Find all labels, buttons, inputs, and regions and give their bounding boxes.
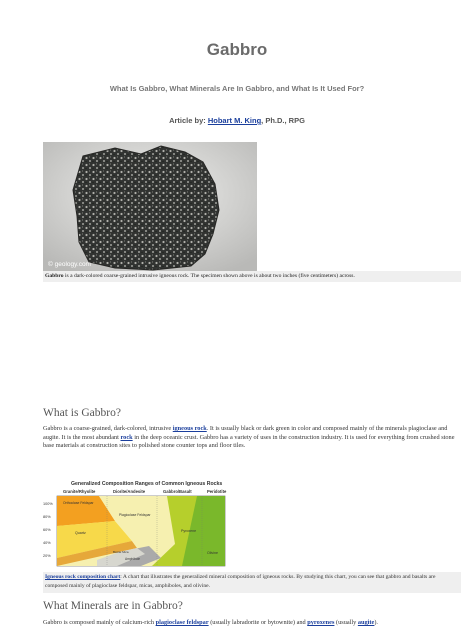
photo-caption: [43, 271, 461, 282]
augite-link[interactable]: augite: [357, 619, 375, 626]
author-link[interactable]: Hobart M. King: [207, 116, 262, 125]
para-text: in the deep oceanic crust. Gabbro has a variety of uses in the construction industry. It is used for everything from crushed stone base materials at construction sites to polished stone counter tops and floor tiles.: [43, 433, 455, 450]
caption-bold: Gabbro: [45, 273, 64, 279]
para-text: Gabbro is a coarse-grained, dark-colored, intrusive: [43, 425, 173, 432]
section-heading-what-is-gabbro: What is Gabbro?: [43, 407, 121, 419]
section2-paragraph: [43, 619, 458, 628]
para-text: (usually: [334, 619, 358, 626]
plagioclase-feldspar-link[interactable]: plagioclase feldspar: [155, 619, 209, 626]
byline: [0, 116, 474, 125]
mineral-label: Olivine: [207, 551, 218, 555]
para-text: (usually labradorite or bytownite) and: [208, 619, 308, 626]
chart-column-label: Granite/Rhyolite: [63, 489, 96, 494]
rock-link[interactable]: rock: [120, 433, 133, 441]
y-tick: 40%: [43, 541, 51, 545]
chart-caption-text: : A chart that illustrates the generalized mineral composition of igneous rocks. By studying this chart, you can see that gabbro and basalts are composed mainly of plagioclase feldspar, micas, amphiboles, and olivine.: [45, 574, 436, 589]
y-tick: 80%: [43, 515, 51, 519]
mineral-label: Biotite Mica: [113, 550, 129, 554]
gabbro-photo: [43, 142, 257, 272]
y-tick: 20%: [43, 554, 51, 558]
mineral-label: Amphibole: [125, 557, 141, 561]
page-title: Gabbro: [206, 40, 268, 59]
chart-caption: [43, 572, 461, 593]
composition-chart-link[interactable]: Igneous rock composition chart: [45, 574, 121, 580]
igneous-composition-chart: [43, 478, 303, 570]
mineral-label: Orthoclase Feldspar: [63, 501, 94, 505]
section1-paragraph: [43, 425, 458, 451]
chart-title: Generalized Composition Ranges of Common Igneous Rocks: [71, 481, 223, 487]
para-text: ).: [374, 619, 378, 626]
byline-prefix: Article by:: [169, 116, 208, 125]
y-tick: 100%: [43, 502, 53, 506]
para-text: Gabbro is composed mainly of calcium-rich: [43, 619, 156, 626]
para-text: . It is usually black or dark green in color and composed mainly of the minerals plagioclase and augite. It is the most abundant: [43, 425, 448, 441]
byline-suffix: , Ph.D., RPG: [261, 116, 305, 125]
caption-text: is a dark-colored coarse-grained intrusive igneous rock. The specimen shown above is about two inches (five centimeters) across.: [63, 273, 355, 279]
article-subtitle: What Is Gabbro, What Minerals Are In Gabbro, and What Is It Used For?: [109, 84, 365, 93]
gabbro-specimen-image: [43, 142, 257, 272]
chart-column-label: Diorite/Andesite: [113, 489, 146, 494]
photo-credit: © geology.com: [48, 261, 91, 268]
pyroxenes-link[interactable]: pyroxenes: [307, 619, 335, 626]
y-tick: 60%: [43, 528, 51, 532]
mineral-label: Pyroxene: [181, 529, 197, 533]
chart-column-label: Peridotite: [207, 489, 227, 494]
chart-column-label: Gabbro/Basalt: [163, 489, 192, 494]
igneous-rock-link[interactable]: igneous rock: [172, 425, 207, 432]
mineral-label: Plagioclase Feldspar: [119, 513, 151, 517]
mineral-label: Quartz: [75, 531, 86, 535]
section-heading-minerals: What Minerals are in Gabbro?: [43, 600, 183, 612]
